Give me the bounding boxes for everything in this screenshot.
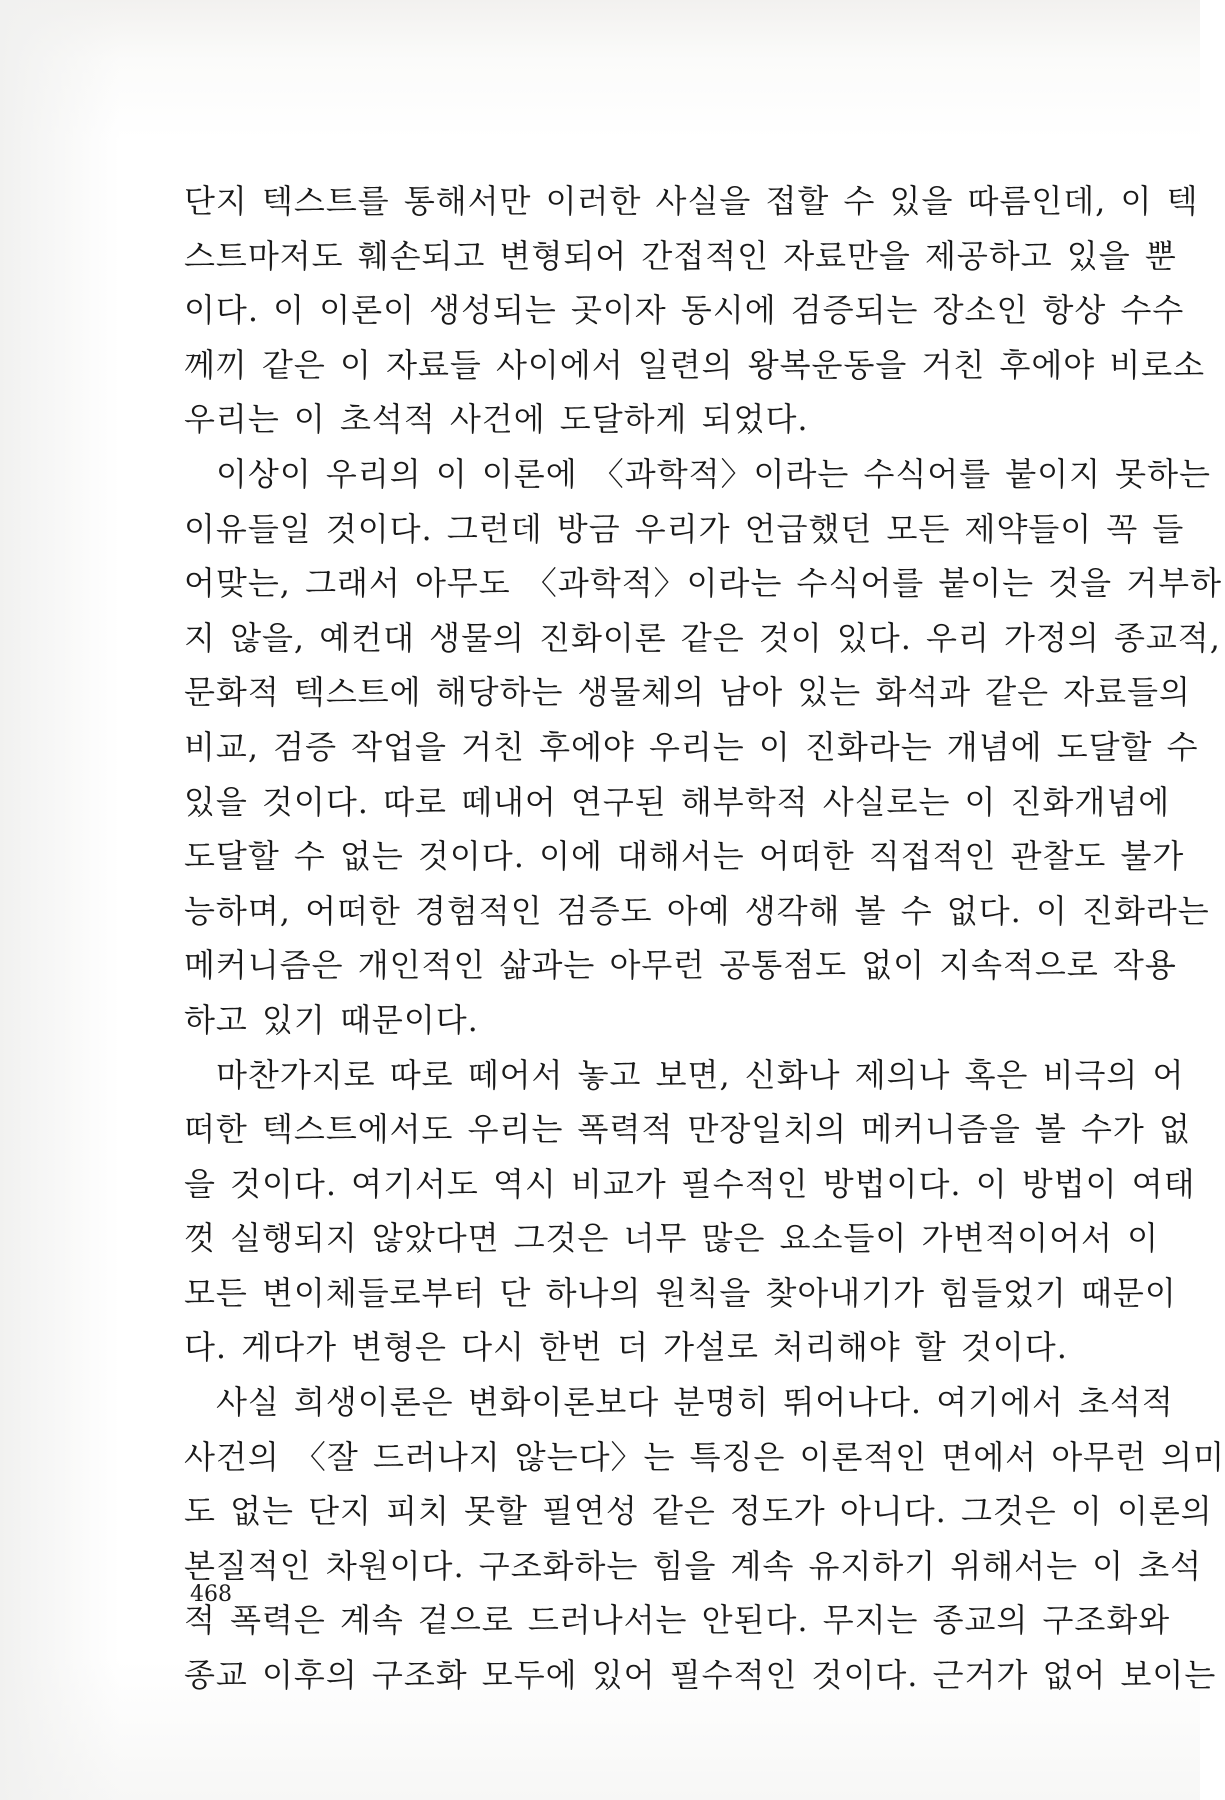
text-line: 도 없는 단지 피치 못할 필연성 같은 정도가 아니다. 그것은 이 이론의 — [184, 1492, 1213, 1531]
text-line: 껏 실행되지 않았다면 그것은 너무 많은 요소들이 가변적이어서 이 — [184, 1219, 1160, 1258]
text-line: 도달할 수 없는 것이다. 이에 대해서는 어떠한 직접적인 관찰도 불가 — [184, 837, 1185, 876]
body-text — [184, 174, 1225, 1703]
text-line: 있을 것이다. 따로 떼내어 연구된 해부학적 사실로는 이 진화개념에 — [184, 782, 1171, 821]
text-line: 종교 이후의 구조화 모두에 있어 필수적인 것이다. 근거가 없어 보이는 — [184, 1656, 1217, 1695]
text-line: 떠한 텍스트에서도 우리는 폭력적 만장일치의 메커니즘을 볼 수가 없 — [184, 1110, 1191, 1149]
text-line: 이유들일 것이다. 그런데 방금 우리가 언급했던 모든 제약들이 꼭 들 — [184, 509, 1185, 548]
text-line: 마찬가지로 따로 떼어서 놓고 보면, 신화나 제의나 혹은 비극의 어 — [216, 1055, 1185, 1094]
text-line: 을 것이다. 여기서도 역시 비교가 필수적인 방법이다. 이 방법이 여태 — [184, 1164, 1196, 1203]
text-line: 사건의 〈잘 드러나지 않는다〉는 특징은 이론적인 면에서 아무런 의미 — [184, 1437, 1225, 1476]
text-line: 어맞는, 그래서 아무도 〈과학적〉이라는 수식어를 붙이는 것을 거부하 — [184, 564, 1223, 603]
text-line: 사실 희생이론은 변화이론보다 분명히 뛰어나다. 여기에서 초석적 — [216, 1383, 1174, 1422]
text-line: 우리는 이 초석적 사건에 도달하게 되었다. — [184, 400, 809, 439]
text-line: 지 않을, 예컨대 생물의 진화이론 같은 것이 있다. 우리 가정의 종교적, — [184, 618, 1221, 657]
text-line: 본질적인 차원이다. 구조화하는 힘을 계속 유지하기 위해서는 이 초석 — [184, 1546, 1203, 1585]
text-line: 이상이 우리의 이 이론에 〈과학적〉이라는 수식어를 붙이지 못하는 — [216, 454, 1211, 493]
text-line: 능하며, 어떠한 경험적인 검증도 아예 생각해 볼 수 없다. 이 진화라는 — [184, 891, 1210, 930]
page-number: 468 — [190, 1582, 232, 1607]
text-line: 하고 있기 때문이다. — [184, 1000, 479, 1039]
text-line: 다. 게다가 변형은 다시 한번 더 가설로 처리해야 할 것이다. — [184, 1328, 1068, 1367]
text-line: 께끼 같은 이 자료들 사이에서 일련의 왕복운동을 거친 후에야 비로소 — [184, 345, 1206, 384]
text-line: 단지 텍스트를 통해서만 이러한 사실을 접할 수 있을 따름인데, 이 텍 — [184, 182, 1199, 220]
text-line: 비교, 검증 작업을 거친 후에야 우리는 이 진화라는 개념에 도달할 수 — [184, 727, 1199, 766]
text-line: 메커니즘은 개인적인 삶과는 아무런 공통점도 없이 지속적으로 작용 — [184, 946, 1177, 985]
text-line: 문화적 텍스트에 해당하는 생물체의 남아 있는 화석과 같은 자료들의 — [184, 673, 1191, 712]
text-line: 적 폭력은 계속 겉으로 드러나서는 안된다. 무지는 종교의 구조화와 — [184, 1601, 1171, 1640]
text-line: 이다. 이 이론이 생성되는 곳이자 동시에 검증되는 장소인 항상 수수 — [184, 291, 1185, 330]
text-line: 스트마저도 훼손되고 변형되어 간접적인 자료만을 제공하고 있을 뿐 — [184, 236, 1177, 275]
text-line: 모든 변이체들로부터 단 하나의 원칙을 찾아내기가 힘들었기 때문이 — [184, 1273, 1177, 1312]
